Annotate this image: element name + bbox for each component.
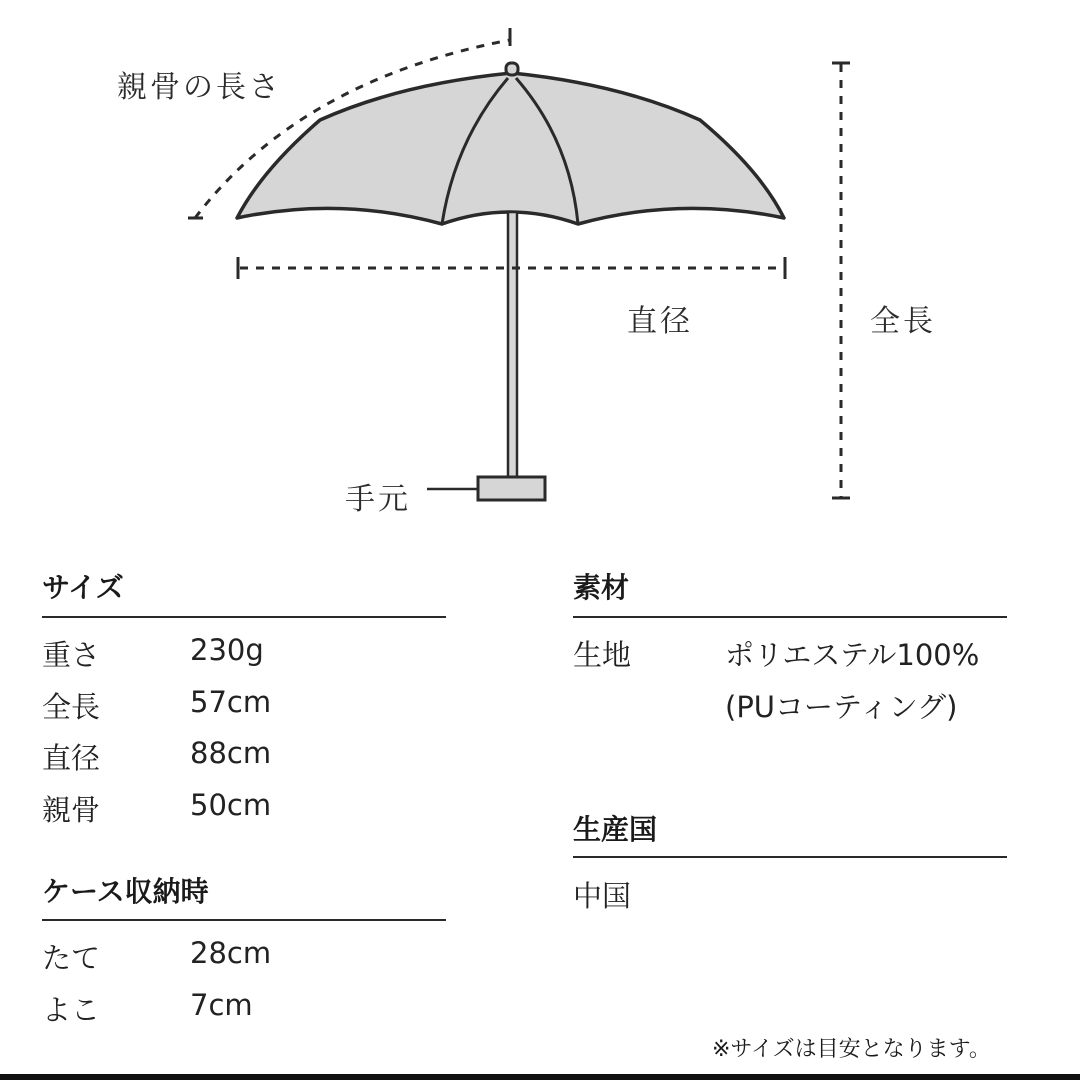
umbrella-handle (478, 477, 545, 500)
total-length-label: 全長 (870, 304, 936, 339)
size-section-title: サイズ (42, 571, 124, 604)
spec-label: 重さ (42, 638, 101, 672)
umbrella-shaft (508, 212, 517, 478)
size-disclaimer-note: ※サイズは目安となります。 (712, 1037, 991, 1062)
spec-value: 28cm (190, 936, 272, 970)
spec-value: 88cm (190, 736, 272, 770)
case-section-title: ケース収納時 (42, 875, 209, 908)
handle-label: 手元 (345, 482, 411, 517)
rib-length-label: 親骨の長さ (117, 70, 282, 105)
spec-value: 50cm (190, 788, 272, 822)
spec-label: たて (42, 941, 101, 975)
spec-value: 57cm (190, 685, 272, 719)
origin-section-title: 生産国 (573, 813, 658, 846)
origin-section-divider (573, 856, 1007, 858)
material-value-line2: (PUコーティング) (725, 690, 958, 724)
spec-label: 全長 (42, 690, 101, 724)
spec-value: 7cm (190, 988, 253, 1022)
origin-value: 中国 (573, 879, 632, 913)
case-section-divider (42, 919, 446, 921)
umbrella-canopy (237, 73, 784, 224)
umbrella-tip (506, 63, 518, 75)
spec-label: 直径 (42, 741, 101, 775)
material-value-line1: ポリエステル100% (725, 638, 980, 672)
spec-label: よこ (42, 993, 101, 1027)
bottom-border (0, 1074, 1080, 1080)
material-section-title: 素材 (573, 571, 630, 604)
spec-value: 230g (190, 633, 264, 667)
size-section-divider (42, 616, 446, 618)
spec-label: 親骨 (42, 793, 101, 827)
diameter-label: 直径 (627, 304, 693, 339)
spec-label: 生地 (573, 638, 632, 672)
material-section-divider (573, 616, 1007, 618)
